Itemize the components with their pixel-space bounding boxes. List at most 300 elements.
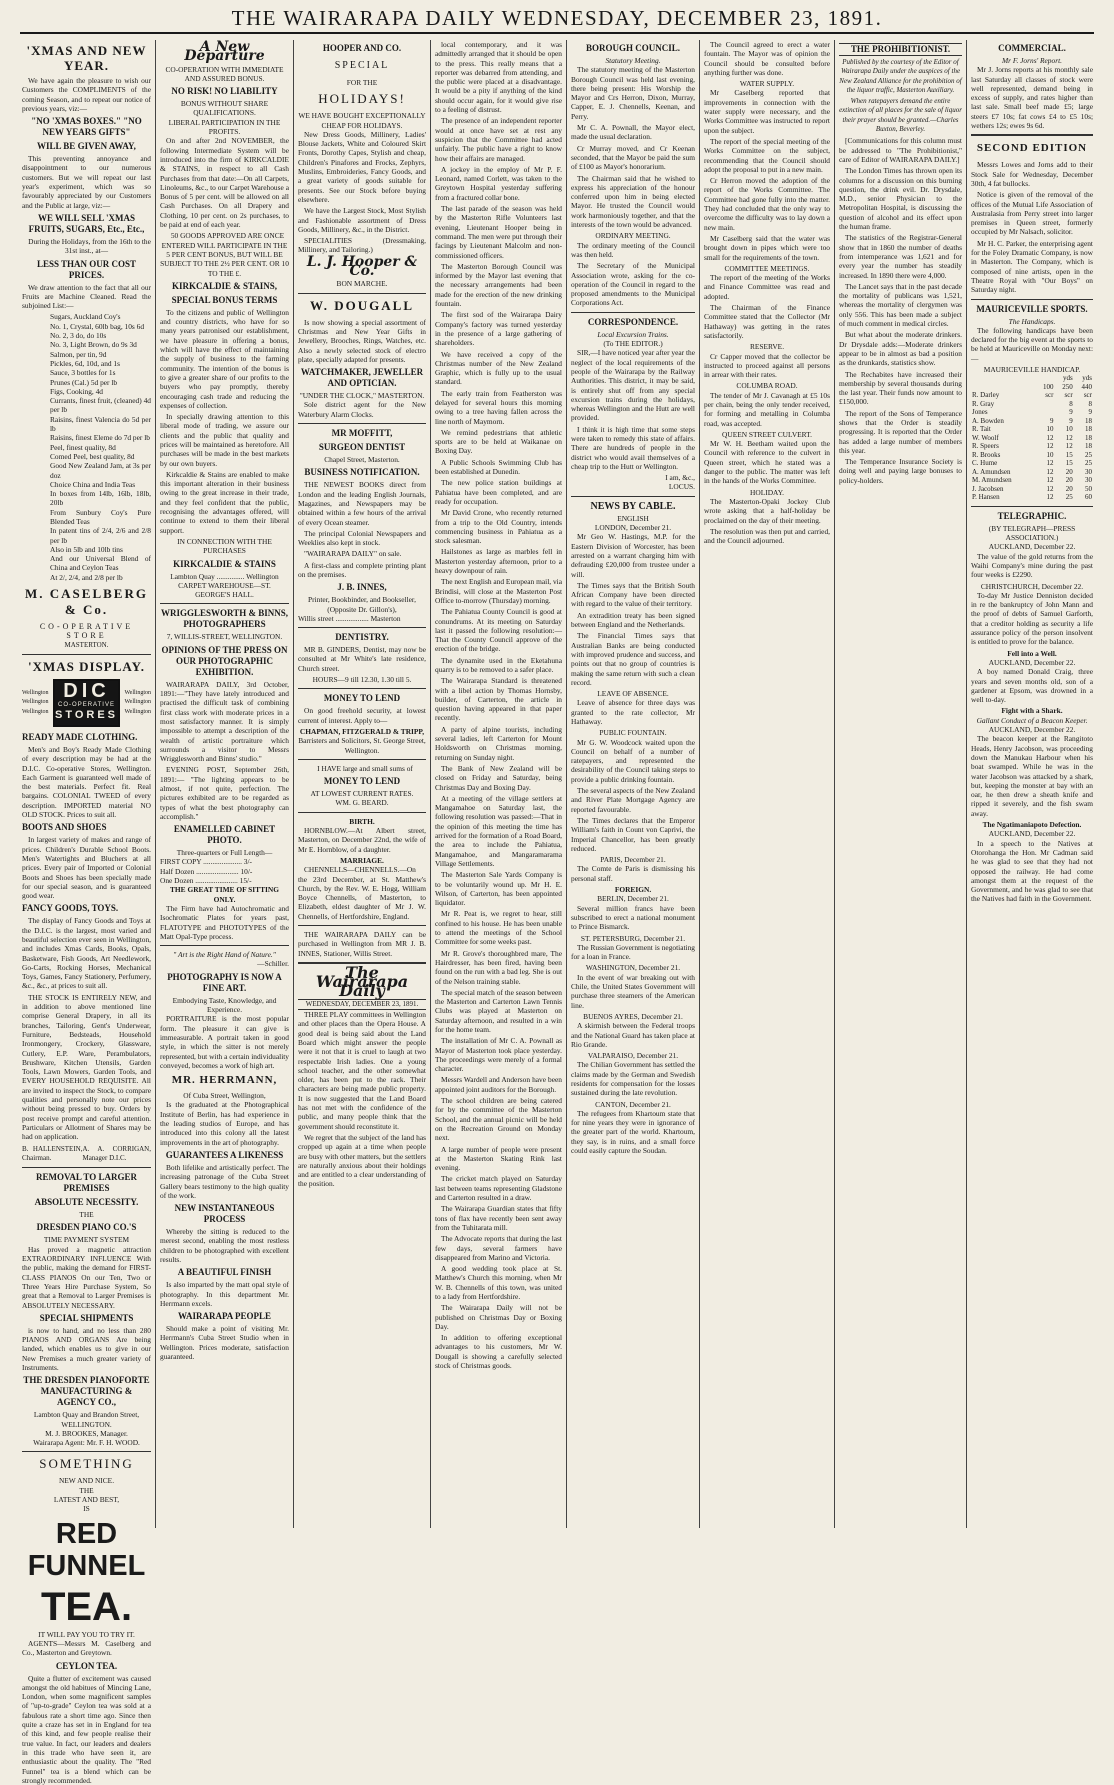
- the-label-2: THE: [79, 1485, 94, 1495]
- price-item: Sauce, 3 bottles for 1s: [50, 368, 116, 378]
- birth-text: HORNBLOW.—At Albert street, Masterton, on December 22nd, the wife of Mr E. Hornblow, of a daughter.: [298, 826, 426, 854]
- dic-logo-stores: STORES: [54, 708, 119, 721]
- fountain-text: Mr G. W. Woodcock waited upon the Council on behalf of a number of ratepayers, and represented the desirability of the Council taking steps to provide a public drinking fountain.: [571, 737, 695, 784]
- prohib-sub: Published by the courtesy of the Editor of Wairarapa Daily under the auspices of the New Zealand Alliance for the prohibition of the liquor traffic, Masterton Auxiliary.: [839, 58, 962, 94]
- holidays-heading: HOLIDAYS!: [318, 91, 406, 107]
- handicap-competitor: C. Hume: [972, 459, 998, 468]
- council-text: The Chairman said that he wished to express his appreciation of the honour conferred upon him in being elected Mayor. He trusted the Council would work harmoniously together, and that the interests of the town would be advanced.: [571, 173, 695, 230]
- price-item: From Sunbury Coy's Pure Blended Teas: [50, 507, 151, 526]
- hooper-text: New Dress Goods, Millinery, Ladies' Blouse Jackets, White and Coloured Skirt Fronts, Dorothy Capes, Stylish and cheap, Children's Pinafores and Frocks, Zephyrs, Muslins, Embroideries, Fancy Goods, and a great variety of goods suitable for presents. See our Stock before buying elsewhere.: [298, 129, 426, 204]
- handicap-table: [971, 374, 1093, 502]
- hooper-co-logo: L. J. Hooper & Co.: [306, 253, 418, 280]
- liberal-heading: LIBERAL PARTICIPATION IN THE PROFITS.: [168, 117, 281, 137]
- handicap-competitor: W. Woolf: [972, 433, 999, 442]
- price-item: In boxes from 14lb, 16lb, 18lb, 20lb: [50, 489, 151, 508]
- opinions-text: WAIRARAPA DAILY, 3rd October, 1891:—"They have lately introduced and practised the difficult task of combining first class work with moderate prices in a most satisfactory manner. It is simply impossible to attempt a description of the wealth of artistic portraiture which surrounds a visitor to Messrs Wrigglesworth and Binns' studio.": [160, 679, 289, 764]
- handicap-value: 30: [1085, 476, 1092, 485]
- handicap-header-row: [971, 383, 1093, 392]
- willis-address: 7, WILLIS-STREET, WELLINGTON.: [166, 632, 283, 642]
- stock-text: THE STOCK IS ENTIRELY NEW, and in addition to above mentioned line comprise General Drapery, in all its branches, Tailoring, Gent's Underwear, Furniture, Bedsteads, Household Ironmongery, Crockery, Glassware, Cutlery, E.P. Ware, Perambulators, Brushware, Kitchen Utensils, Garden Tools, Lawn Mowers, Garden Tools, and EVERY HOUSEHOLD REQUISITE. All are invited to inspect the Stock, to compare qualities and personally note our prices without being pressed to buy. Orders by post receive prompt and careful attention. Particulars or Allotment of Shares may be had on application.: [22, 992, 151, 1142]
- handicap-value: 15: [1065, 450, 1073, 459]
- local-news: Mr David Crone, who recently returned from a trip to the Old Country, intends commencing business in Pahiatua as a stock salesman.: [435, 508, 562, 546]
- prohib-text: The statistics of the Registrar-General show that in 1860 the number of deaths from intemperance was 1,621 and for every year the number has steadily increased. In 1890 there were 4,000.: [839, 233, 962, 280]
- handicap-value: 20: [1065, 484, 1073, 493]
- dresden-text: Has proved a magnetic attraction EXTRAORDINARY INFLUENCE With the public, making the demand for FIRST-CLASS PIANOS On our Ten, Two or Three Years Hire Purchase System, So great that a Removal to Larger Premises is ABSOLUTELY NECESSARY.: [22, 1244, 151, 1310]
- commercial-heading: COMMERCIAL.: [998, 43, 1066, 53]
- local-news: The Masterton Borough Council was informed by the Mayor last evening that the necessary arrangements had been made for the erection of the new drinking fountain.: [435, 261, 562, 309]
- reserve-heading: RESERVE.: [749, 342, 785, 352]
- kirkcaldie-stains: KIRKCALDIE & STAINS,: [171, 280, 278, 291]
- auckland-dateline-3: AUCKLAND, December 22.: [988, 725, 1076, 735]
- first-class-plant: A first-class and complete printing plant on the premises.: [298, 560, 426, 579]
- notice-text: Notice is given of the removal of the offices of the Mutual Life Association of Australasia from Perry street into larger premises in Queen street, formerly occupied by Mr Nalsach, solicitor.: [971, 190, 1093, 237]
- ceylon-text: Quite a flutter of excitement was caused amongst the old habitues of Mincing Lane, London, when some magnificent samples of "up-to-grade" Ceylon tea was sold at a fabulous rate a short time ago. Since then quite a craze has set in in England for tea of this kind, and few people realise their true value. In fact, our leaders and dealers in this trade who have seen it, are enthusiastic about the quality. The "Red Funnel" tea is a blend which can be strongly recommended.: [22, 1673, 151, 1785]
- auckland-text: The value of the gold returns from the Waihi Company's mine during the past four weeks is £2290.: [971, 551, 1093, 580]
- new-departure-heading: A New Departure: [184, 39, 265, 65]
- letter-text: I think it is high time that some steps were taken to remedy this state of affairs. There are hundreds of people in the district who would avail themselves of a cheap trip to the Hutt or Wellington.: [571, 424, 695, 471]
- for-the: FOR THE: [346, 78, 378, 87]
- special-text-2: In specially drawing attention to this liberal mode of trading, we assure our clients and the public that quality and prices will be maintained as heretofore. All purchases will be made in the best markets by our own buyers.: [160, 412, 289, 468]
- display-heading: 'XMAS DISPLAY.: [27, 658, 146, 674]
- signature-left: B. HALLENSTEIN, Chairman.: [22, 1144, 83, 1162]
- local-news: A party of alpine tourists, including several ladies, left Carterton for Mount Holdsworth on Christmas morning, returning on Sunday night.: [435, 724, 562, 762]
- columbia-text: The tender of Mr J. Cavanagh at £5 10s per chain, being the only tender received, for forming and metalling in Columba road, was accepted.: [704, 390, 830, 428]
- news-cable-heading: NEWS BY CABLE.: [590, 500, 676, 512]
- less-than: LESS THAN OUR COST PRICES.: [36, 258, 137, 280]
- draw-text: We draw attention to the fact that all our Fruits are Machine Cleaned. Read the subjoined List:—: [22, 282, 151, 311]
- editorial-text-2: We regret that the subject of the land has cropped up again at a time when people are busy with other matters, but the settlers are naturally anxious about their holdings and are entitled to a clear understanding of the position.: [298, 1132, 426, 1189]
- willis-street: Willis street .................. Masterton: [298, 613, 401, 623]
- local-news: At a meeting of the village settlers at Mangamahoe on Saturday last, the following resolution was passed:—That in the opinion of this meeting the time has arrived for the formation of a Road Board, the area to include the Pahiatua, Mangamahoe, and Mangaramarama Village Settlements.: [435, 793, 562, 868]
- mauriceville-heading: MAURICEVILLE SPORTS.: [976, 303, 1088, 314]
- price-item: No. 3, Light Brown, do 9s 3d: [50, 340, 137, 350]
- dougall-heading: W. DOUGALL: [309, 297, 415, 313]
- column-8: [967, 40, 1097, 1528]
- price-item: Prunes (Cal.) 5d per lb: [50, 377, 118, 387]
- ready-text: Men's and Boy's Ready Made Clothing of every description may be had at the D.I.C. Co-operative Stores, Wellington. Each Garment is guaranteed well made of the best materials. Perfect fit. Real bargains. COLONIAL TWEED of every description. IMPORTED material NO OLD STOCK. Prices to suit all.: [22, 744, 151, 820]
- firm-text: The Firm have had Autochromatic and Isochromatic Plates for years past, FLATOTYPE and PHOTOTYPES of the Matt Opal-Type process.: [160, 903, 289, 941]
- fell-well-heading: Fell into a Well.: [1007, 648, 1057, 658]
- price-item: Peel, finest quality, 8d: [50, 442, 116, 452]
- local-news: The Wairarapa Guardian states that fifty tons of flax have recently been sent away from the Tuhitarata mill.: [435, 1204, 562, 1232]
- handicap-value: 18: [1085, 425, 1092, 434]
- handicap-value: 8: [1069, 399, 1073, 408]
- handicap-competitor: A. Bowden: [972, 416, 1004, 425]
- it-will-pay: IT WILL PAY YOU TO TRY IT.: [38, 1629, 135, 1639]
- handicap-value: 20: [1065, 467, 1073, 476]
- handicap-competitor: R. Brooks: [972, 450, 1001, 459]
- red-funnel-heading: RED FUNNEL: [27, 1517, 146, 1582]
- barristers: Barristers and Solicitors, St. George Street, Wellington.: [298, 736, 426, 755]
- local-news: Messrs Wardell and Anderson have been appointed joint auditors for the Borough.: [435, 1075, 562, 1094]
- council-cont: The Council agreed to erect a water fountain. The Mayor was of opinion the Council should be consulted before anything further was done.: [704, 40, 830, 77]
- wellington-right: Wellington Wellington Wellington: [124, 690, 151, 715]
- money-lend-heading: MONEY TO LEND: [323, 693, 401, 704]
- enamelled-heading: ENAMELLED CABINET PHOTO.: [173, 824, 276, 846]
- stock-notice: Mr H. C. Parker, the enterprising agent for the Foley Dramatic Company, is now in Masterton. The Company, which is composed of nine artists, open in the Theatre Royal with "Our Boys" on Saturday night.: [971, 238, 1093, 295]
- instant-text: Whereby the sitting is reduced to the merest second, enabling the most restless children to be photographed with excellent results.: [160, 1227, 289, 1264]
- kirkcaldie-text: Kirkcaldie & Stains are enabled to make this important alteration in their business owing to the great increase in their trade, and they feel confident that the public, recognising the advantages offered, will continue to extend to them their liberal support.: [160, 469, 289, 535]
- correspondence-heading: CORRESPONDENCE.: [587, 316, 679, 327]
- chairman-text: The Chairman of the Finance Committee stated that the Collector (Mr Hathaway) was getting in the rates satisfactorily.: [704, 303, 830, 340]
- column-5: [567, 40, 699, 1528]
- handicap-unit: yds: [1082, 374, 1092, 383]
- water-text-4: Mr Caselberg said that the water was brought down in pipes which were too small for the requirements of the town.: [704, 233, 830, 262]
- coop-goods: 50 GOODS APPROVED ARE ONCE ENTERED WILL PARTICIPATE IN THE 5 PER CENT BONUS, BUT WILL BE SUBJECT TO THE 2½ PER CENT. OR 10 TO THE £.: [160, 231, 289, 278]
- dougall-text: Is now showing a special assortment of Christmas and New Year Gifts in Jewellery, Brooches, Rings, Watches, etc. Also a newly selected stock of electro plate, specially adapted for presents.: [298, 317, 426, 364]
- borough-council-heading: BOROUGH COUNCIL.: [585, 43, 680, 53]
- editorial-text: THREE PLAY committees in Wellington and other places than the Opera House. A good deal is being said about the Land Board which might answer the people were it not that it is cruel to laugh at two respectable Irish ladies. One a young school teacher, and the other somewhat older, has been put to the rack. Their characters are being made public property. It is now suggested that the Land Board has not met with the confidence of the public, and many people think that the government should reconstitute it.: [298, 1010, 426, 1131]
- guarantees-heading: GUARANTEES A LIKENESS: [165, 1149, 284, 1160]
- well-text: A boy named Donald Craig, three years and seven months old, son of a gardener at Epsom, was drowned in a well to-day.: [971, 667, 1093, 705]
- christchurch-text: To-day Mr Justice Denniston decided in re the bankruptcy of John Mann and the proof of debts of Samuel Garforth, that a creditor holding as security a life assurance policy of the person insolvent is entitled to prove for the balance.: [971, 590, 1093, 647]
- handicap-header: [971, 383, 1035, 392]
- beard-name: WM. G. BEARD.: [335, 798, 389, 808]
- hooper-heading: HOOPER AND CO.: [322, 43, 402, 53]
- local-news: The first sod of the Wairarapa Dairy Company's factory was turned yesterday in the presence of a large gathering of shareholders.: [435, 310, 562, 348]
- largest-stock: We have the Largest Stock, Most Stylish and Fashionable assortment of Dress Goods, Millinery, &c., in the District.: [298, 206, 426, 234]
- embodying: Embodying Taste, Knowledge, and Experience.: [172, 995, 277, 1015]
- local-news: A large number of people were present at the Masterton Skating Rink last evening.: [435, 1144, 562, 1173]
- price-item: Currants, finest fruit, (cleaned) 4d per lb: [50, 396, 151, 415]
- lambton-address: Lambton Quay and Brandon Street, WELLINGTON.: [33, 1410, 140, 1429]
- local-news: The Masterton Sale Yards Company is to be voluntarily wound up. Mr H. E. Wilson, of Carterton, has been appointed liquidator.: [435, 870, 562, 908]
- special-label: SPECIAL: [334, 60, 390, 71]
- secretary-text: The Secretary of the Municipal Association wrote, asking for the co-operation of the Council in regard to the proposed amendments to the Municipal Corporations Act.: [571, 261, 695, 308]
- handicap-row: [971, 417, 1093, 426]
- price-item: Sugars, Auckland Coy's: [50, 312, 121, 322]
- boots-shoes: BOOTS AND SHOES: [22, 822, 107, 833]
- local-news: The cricket match played on Saturday last between teams representing Gladstone and Carterton resulted in a draw.: [435, 1174, 562, 1203]
- handicap-competitor: M. Amundsen: [972, 476, 1012, 485]
- handicap-competitor: R. Darley: [972, 391, 1000, 400]
- handicap-value: 60: [1085, 493, 1092, 502]
- agents-text: AGENTS—Messrs M. Caselberg and Co., Masterton and Greytown.: [22, 1638, 151, 1658]
- berlin-dateline: BERLIN, December 21.: [597, 894, 669, 904]
- auckland-dateline-4: AUCKLAND, December 22.: [988, 829, 1076, 839]
- liberal-text: On and after 2nd NOVEMBER, the following Intermediate System will be introduced into the firm of KIRKCALDIE & STAINS, in respect to all Cash Purchases from that date:—On all Carpets, Linoleums, &c., to our Carpet Warehouse a Bonus of 5 per cent. will be allowed on all Cash Purchases. On all Drapery and Clothing, 10 per cent. on 2s purchases, to be paid at end of each year.: [160, 136, 289, 230]
- prohib-text: But what about the moderate drinkers. Dr Drysdale adds:—Moderate drinkers appear to be in almost as bad a position as the drunkards, statistics show.: [839, 330, 962, 368]
- dentistry-heading: DENTISTRY.: [335, 632, 389, 643]
- handicap-value: scr: [1045, 391, 1054, 400]
- handicap-value: 12: [1065, 433, 1073, 442]
- handicap-value: 12: [1046, 476, 1054, 485]
- handicap-value: 30: [1085, 467, 1092, 476]
- business-notification: BUSINESS NOTIFICATION.: [304, 467, 420, 478]
- to-editor: (To THE EDITOR.): [603, 339, 663, 349]
- london-dateline: LONDON, December 21.: [594, 523, 672, 533]
- holidays-line: During the Holidays, from the 16th to the 31st inst., at—: [28, 236, 151, 256]
- letter-sir: SIR,—I have noticed year after year the neglect of the local requirements of the people of the Wairarapa by the Railway Authorities. This district, it may be said, is entirely shut off from any special excursion trains during the holidays, whereas Wellington and the Hutt are well provided.: [571, 348, 695, 423]
- marriage-heading: MARRIAGE.: [340, 855, 384, 865]
- leave-heading: LEAVE OF ABSENCE.: [597, 689, 669, 699]
- times-text: The Times declares that the Emperor William's faith in Count von Caprivi, the Imperial Chancellor, has been greatly reduced.: [571, 815, 695, 853]
- under-clock: "UNDER THE CLOCK," MASTERTON.: [299, 391, 425, 401]
- handicap-value: 18: [1085, 433, 1092, 442]
- price-item: Also in 5lb and 10lb tins: [50, 544, 123, 554]
- instantaneous-heading: NEW INSTANTANEOUS PROCESS: [174, 1203, 275, 1225]
- bonus-text: To the citizens and public of Wellington and country districts, who have for so many years patronised our establishment, we have pleasure in offering a bonus, which will have the effect of maintaining the supply of business to the farming community. The intention of the bonus is to give a greater share of our profits to the buyers who pay promptly, thereby encouraging cash trade and reducing the expenses of collection.: [160, 307, 289, 410]
- innes-heading: J. B. INNES,: [337, 582, 387, 593]
- several-text: The several aspects of the New Zealand and River Plate Mortgage Agency are reported favourable.: [571, 786, 695, 814]
- second-edition-heading: SECOND EDITION: [976, 142, 1088, 155]
- opinions-heading: OPINIONS OF THE PRESS ON OUR PHOTOGRAPHIC EXHIBITION.: [161, 644, 288, 677]
- handicap-value: 25: [1085, 450, 1092, 459]
- editorial-text-4: The presence of an independent reporter would at once have set at rest any suspicion that the Committee had acted unfairly. The public have a right to know how their affairs are managed.: [435, 116, 562, 163]
- handicap-value: scr: [1064, 391, 1073, 400]
- local-news: The school children are being catered for by the committee of the Masterton School, and the annual picnic will be held on the Recreation Ground on Monday next.: [435, 1096, 562, 1143]
- committee-text: The report of the meeting of the Works and Finance Committee was read and adopted.: [704, 273, 830, 301]
- watchmaker: WATCHMAKER, JEWELLER AND OPTICIAN.: [300, 367, 424, 389]
- communications: [Communications for this column must be addressed to "The Prohibitionist," care of Editor of WAIRARAPA DAILY.]: [839, 136, 962, 164]
- carpet-warehouse: CARPET WAREHOUSE—ST. GEORGE'S HALL.: [178, 580, 271, 600]
- letter-signature: LOCUS.: [668, 482, 695, 492]
- defection-heading: The Ngatimaniapoto Defection.: [982, 820, 1082, 830]
- dic-logo-text: DIC: [63, 679, 110, 702]
- handicap-competitor: R. Speers: [972, 442, 999, 451]
- great-time: THE GREAT TIME OF SITTING ONLY.: [170, 885, 279, 904]
- ginders-text: MR B. GINDERS, Dentist, may now be consulted at Mr White's late residence, Church street.: [298, 645, 426, 673]
- english-subhead: ENGLISH: [617, 513, 649, 523]
- sell-line: WE WILL SELL 'XMAS FRUITS, SUGARS, Etc., Etc.,: [28, 212, 145, 234]
- ceylon-heading: CEYLON TEA.: [55, 1660, 118, 1671]
- local-news: The new police station buildings at Pahiatua have been completed, and are ready for occupation.: [435, 478, 562, 506]
- no-risk: NO RISK! NO LIABILITY: [171, 86, 278, 97]
- handicap-row: [971, 442, 1093, 451]
- money-lend-2: MONEY TO LEND: [323, 776, 401, 787]
- shark-heading: Fight with a Shark.: [1001, 706, 1063, 716]
- signature-right: A. A. CORRIGAN, Manager D.I.C.: [82, 1144, 151, 1162]
- cable-item: The Times says that the British South African Company have been directed with regard to the value of their territory.: [571, 580, 695, 609]
- jorns-text: Mr J. Jorns reports at his monthly sale last Saturday all classes of stock were well represented, demand being in excess of supply, and rates higher than last sale. Small beef made £5; large steers £7 10s; fat cows £4 to £5 10s; wethers 12s; ewes 9s 6d.: [971, 65, 1093, 131]
- excursion-subhead: Local Excursion Trains.: [597, 329, 669, 339]
- handicap-value: 18: [1085, 416, 1092, 425]
- handicap-value: 18: [1085, 442, 1092, 451]
- guarantees-text: Both lifelike and artistically perfect. The increasing patronage of the Cuba Street Gallery bears testimony to the high quality of the work.: [160, 1162, 289, 1200]
- holiday-heading: HOLIDAY.: [750, 487, 784, 497]
- wellington-left: Wellington Wellington Wellington: [22, 690, 49, 715]
- dresden-company: THE DRESDEN PIANOFORTE MANUFACTURING & AGENCY CO.,: [23, 1375, 150, 1408]
- handicap-value: [1035, 400, 1054, 409]
- petersburg-dateline: ST. PETERSBURG, December 21.: [580, 933, 686, 943]
- queen-street-heading: QUEEN STREET CULVERT.: [722, 429, 812, 439]
- statutory-subhead: Statutory Meeting.: [605, 56, 661, 65]
- foreign-subhead: FOREIGN.: [614, 885, 652, 895]
- evening-post-text: EVENING POST, September 26th, 1891:— "The lighting appears to be almost, if not quite, perfection. The pictures exhibited are to be regarded as types of what the best photography can accomplish.": [160, 765, 289, 821]
- wairarapa-daily-sale: "WAIRARAPA DAILY" on sale.: [304, 549, 402, 559]
- column-4: [431, 40, 566, 1528]
- handicap-units-row: [971, 374, 1093, 383]
- handicap-competitor: R. Tait: [972, 425, 991, 434]
- handicap-header: 250: [1062, 382, 1073, 391]
- beautiful-heading: A BEAUTIFUL FINISH: [177, 1267, 272, 1278]
- price-item: Comed Peel, best quality, 8d: [50, 451, 135, 461]
- handicap-row: [971, 459, 1093, 468]
- art-quote: " Art is the Right Hand of Nature.": [173, 950, 276, 960]
- marriage-text: CHENNELLS—CHENNELLS.—On the 23rd December, at St. Matthew's Church, by the Rev. W. E. Hogg, William Boyce Chennells, of Masterton, to Elizabeth, eldest daughter of Mr J. W. Chennells, of Hertfordshire, England.: [298, 865, 426, 921]
- price-item: Raisins, finest Eleme do 7d per lb: [50, 433, 150, 443]
- water-text: Mr Caselberg reported that improvements in connection with the water supply were necessary, and the Works Committee was instructed to report upon the subject.: [704, 88, 830, 135]
- ordinary-text: The ordinary meeting of the Council was then held.: [571, 240, 695, 259]
- statutory-text: The statutory meeting of the Masterton Borough Council was held last evening, there being present: His Worship the Mayor and Crs Herron, Dixon, Murray, Capper, E. J. Chennells, Keenan, and Perry.: [571, 65, 695, 121]
- price-item: Pickles, 6d, 10d, and 1s: [50, 358, 121, 368]
- price-item: Salmon, per tin, 9d: [50, 349, 107, 359]
- water-supply-heading: WATER SUPPLY.: [739, 79, 795, 89]
- caselberg-name: M. CASELBERG & Co.: [25, 586, 148, 618]
- handicap-value: scr: [1083, 391, 1092, 400]
- three-quarters: Three-quarters or Full Length—: [176, 848, 273, 858]
- column-2: [156, 40, 293, 1528]
- handicap-row: [971, 434, 1093, 443]
- second-text: Messrs Lowes and Jorns add to their Stock Sale for Wednesday, December 30th, 4 fat bullocks.: [971, 160, 1093, 188]
- handicap-value: 12: [1046, 484, 1054, 493]
- people-text: Should make a point of visiting Mr. Herrmann's Cuba Street Studio when in Wellington. Prices moderate, satisfaction guaranteed.: [160, 1324, 289, 1362]
- lambton-2: Lambton Quay ............... Wellington: [170, 571, 279, 581]
- canton-text: The refugees from Khartoum state that for nine years they were in ignorance of the greater part of the world. Khartoum, they say, is in ruins, and a small force could easily capture the Soudan.: [571, 1108, 695, 1156]
- wairarapa-agent: Wairarapa Agent: Mr. F. H. WOOD.: [33, 1438, 140, 1448]
- handicap-value: 15: [1065, 459, 1073, 468]
- removal-heading: REMOVAL TO LARGER PREMISES: [35, 1172, 138, 1194]
- prohib-text: The Lancet says that in the past decade the mortality of publicans was 1,521, whereas the mortality of clergymen was only 556. This has been made a subject of much comment in medical circles.: [839, 281, 962, 329]
- handicap-row: [971, 451, 1093, 460]
- price-item: In patent tins of 2/4, 2/6 and 2/8 per lb: [50, 526, 151, 545]
- bonus-end: IN CONNECTION WITH THE PURCHASES: [177, 536, 272, 556]
- shark-text: The beacon keeper at the Rangitoto Heads, Henry Jacobson, was proceeding down the Manukau Harbour when his boat swamped. While he was in the water Jacobson was attacked by a shark, but, keeping the monster at bay with an oar, he then drew a sheath knife and ripped it severely, and the fish swam away.: [971, 734, 1093, 818]
- brookes-manager: M. J. BROOKES, Manager.: [45, 1428, 128, 1438]
- price-one-dozen: One Dozen ....................... 15/-: [160, 876, 252, 886]
- local-news: The Pahiatua County Council is good at conundrums. At its meeting on Saturday last it passed the following resolution:—That the County Council approve of the erection of the bridge.: [435, 607, 562, 654]
- local-news: A jockey in the employ of Mr P. F. Leonard, named Corlett, was taken to the Greytown Hospital yesterday suffering from a fractured collar bone.: [435, 164, 562, 202]
- handicap-row: [971, 468, 1093, 477]
- committee-heading: COMMITTEE MEETINGS.: [724, 263, 810, 273]
- by-telegraph: (BY TELEGRAPH—PRESS ASSOCIATION.): [988, 523, 1076, 543]
- handicap-value: 9: [1049, 416, 1054, 425]
- beautiful-text: Is also imparted by the matt opal style of photography. In this department Mr. Herrmann excels.: [160, 1280, 289, 1308]
- prohibitionist-heading: THE PROHIBITIONIST.: [839, 43, 962, 56]
- gallant-subhead: Gallant Conduct of a Beacon Keeper.: [976, 715, 1088, 725]
- canton-dateline: CANTON, December 21.: [595, 1099, 671, 1109]
- bought-line: WE HAVE BOUGHT EXCEPTIONALLY CHEAP FOR HOLIDAYS.: [298, 111, 426, 130]
- money-text: On good freehold security, at lowest current of interest. Apply to—: [298, 706, 426, 725]
- latest-best: LATEST AND BEST,: [53, 1495, 120, 1505]
- berlin-text: Several million francs have been subscribed to erect a national monument to Prince Bismarck.: [571, 903, 695, 932]
- coop-store: CO-OPERATIVE STORE: [39, 622, 134, 641]
- column-1: [18, 40, 155, 1785]
- paris-dateline: PARIS, December 21.: [600, 855, 666, 865]
- special-text: is now to hand, and no less than 280 PIANOS AND ORGANS Are being landed, which enables us to give in our New Premises a much greater variety of Instruments.: [22, 1325, 151, 1372]
- cable-item: The Financial Times says that Australian Banks are being conducted with improved prudence and success, and points out that no group of countries is making the same return with such a clean record.: [571, 631, 695, 687]
- moffitt-heading: MR MOFFITT,: [331, 428, 393, 439]
- kirkcaldie-stains-2: KIRKCALDIE & STAINS: [173, 558, 276, 569]
- herrmann-text: Is the graduated at the Photographical Institute of Berlin, has had experience in the leading studios of Europe, and has introduced into this colony all the latest improvements in the art of photography.: [160, 1100, 289, 1147]
- innes-role: Printer, Bookbinder, and Bookseller,: [308, 595, 416, 605]
- reserve-text: Cr Capper moved that the collector be instructed to proceed against all persons in arrear with their rates.: [704, 351, 830, 380]
- prohib-text: The Rechabites have increased their membership by several thousands during the last year. Their funds now amount to £150,000.: [839, 369, 962, 407]
- price-item: No. 2, 3 do, do 10s: [50, 331, 107, 341]
- handicap-row: [971, 493, 1093, 502]
- coop-title: CO-OPERATION WITH IMMEDIATE AND ASSURED BONUS.: [165, 64, 284, 83]
- jorns-subhead: Mr F. Jorns' Report.: [1002, 56, 1062, 65]
- price-item: Raisins, finest Valencia do 5d per lb: [50, 414, 151, 434]
- fountain-heading: PUBLIC FOUNTAIN.: [599, 728, 667, 738]
- water-text-2: The report of the special meeting of the Works Committee on the subject, recommending that the Council should adopt the proposal to put in a new main.: [704, 136, 830, 174]
- price-item: Good New Zealand Jam, at 3s per doz: [50, 461, 151, 480]
- portraiture-text: PORTRAITURE is the most popular form. The pleasure it can give is immeasurable. A portrait taken in good style, in which the sitter is not merely represented, but with a certain individuality conveyed, becomes a work of high art.: [160, 1014, 289, 1070]
- prohib-text: The report of the Sons of Temperance shows that the Order is steadily progressing. It is reported that the Order has added a large number of members this year.: [839, 408, 962, 455]
- tea-heading: TEA.: [40, 1584, 133, 1629]
- handicap-value: 9: [1088, 408, 1092, 417]
- colonial-papers: The principal Colonial Newspapers and Weeklies also kept in stock.: [298, 528, 426, 548]
- payment-label: TIME PAYMENT SYSTEM: [43, 1235, 130, 1245]
- handicap-value: 12: [1046, 459, 1054, 468]
- xmas-heading: 'XMAS AND NEW YEAR.: [26, 43, 147, 73]
- special-bonus: SPECIAL BONUS TERMS: [171, 294, 278, 305]
- cable-item: Mr Geo W. Hastings, M.P. for the Eastern Division of Worcester, has been arrested on a warrant charging him with defrauding £20,000 from trustee under a will.: [571, 532, 695, 579]
- local-news: The Advocate reports that during the last few days, several farmers have disappeared from Marino and Victoria.: [435, 1234, 562, 1262]
- buenos-text: A skirmish between the Federal troops and the National Guard has taken place at Rio Grande.: [571, 1021, 695, 1049]
- herrmann-heading: MR. HERRMANN,: [171, 1074, 278, 1087]
- price-item: At 2/, 2/4, and 2/8 per lb: [50, 572, 123, 582]
- ordinary-meeting: ORDINARY MEETING.: [595, 231, 671, 241]
- local-news: The early train from Featherston was delayed for several hours this morning owing to a tree having fallen across the line north of Maymorn.: [435, 388, 562, 426]
- handicap-value: 12: [1046, 493, 1054, 502]
- local-news: The special match of the season between the Masterton and Carterton Lawn Tennis Clubs was played at Masterton on Saturday afternoon, and resulted in a win for the home team.: [435, 987, 562, 1034]
- bonus-without: BONUS WITHOUT SHARE QUALIFICATIONS.: [180, 99, 269, 118]
- handicap-row: [971, 400, 1093, 409]
- handicap-row: [971, 476, 1093, 485]
- local-news: A good wedding took place at St. Matthew's Church this morning, when Mr W. B. Chennells of this town, was united to a lady from Hertfordshire.: [435, 1264, 562, 1301]
- issue-date: WEDNESDAY, DECEMBER 23, 1891.: [298, 999, 426, 1010]
- xmas-intro: We have again the pleasure to wish our Customers the COMPLIMENTS of the coming Season, and to repeat our notice of previous years, viz:—: [22, 76, 151, 113]
- column-3: [294, 40, 430, 1528]
- no-boxes: "NO 'XMAS BOXES." "NO NEW YEARS GIFTS": [31, 116, 142, 138]
- handicap-value: 12: [1046, 433, 1054, 442]
- handicap-value: 10: [1046, 450, 1054, 459]
- column-6: [700, 40, 834, 1528]
- handicaps-subhead: The Handicaps.: [1008, 316, 1056, 326]
- wairarapa-daily-logo: The Wairarapa Daily: [315, 962, 409, 1001]
- local-news: A Public Schools Swimming Club has been established at Dunedin.: [435, 457, 562, 477]
- pownall-text: Mr C. A. Pownall, the Mayor elect, made the usual declaration.: [571, 123, 695, 142]
- wairarapa-people: WAIRARAPA PEOPLE: [177, 1311, 272, 1322]
- price-item: No. 1, Crystal, 60lb bag, 10s 6d: [50, 321, 145, 331]
- handicap-value: 10: [1065, 425, 1073, 434]
- special-shipments: SPECIAL SHIPMENTS: [39, 1312, 134, 1323]
- handicap-row: [971, 408, 1093, 417]
- dresden-heading: DRESDEN PIANO CO.'S: [36, 1222, 137, 1233]
- ready-made: READY MADE CLOTHING.: [22, 731, 138, 742]
- handicap-value: 12: [1065, 442, 1073, 451]
- newest-books: THE NEWEST BOOKS direct from London and the leading English Journals, Magazines, and Newspapers may be obtained within a few hours of the arrival of every Ocean steamer.: [298, 480, 426, 527]
- bon-marche: BON MARCHE.: [336, 279, 388, 289]
- handicap-title: MAURICEVILLE HANDICAP.: [983, 365, 1081, 375]
- is-label: IS: [83, 1504, 90, 1514]
- local-news: Mr R. Grove's thoroughbred mare, The Hairdresser, has been fired, having been found on the run with a bad leg. She is out of the Nelson training stable.: [435, 948, 562, 986]
- handicap-value: 9: [1069, 408, 1073, 417]
- buenos-dateline: BUENOS AYRES, December 21.: [583, 1011, 683, 1021]
- handicap-value: 20: [1065, 476, 1073, 485]
- dic-logo-sub: CO-OPERATIVE: [58, 701, 115, 708]
- price-item: And our Universal Blend of China and Ceylon Teas: [50, 554, 151, 573]
- christchurch-dateline: CHRISTCHURCH, December 22.: [980, 581, 1084, 591]
- absolute-heading: ABSOLUTE NECESSITY.: [34, 1197, 139, 1208]
- local-news: Hailstones as large as marbles fell in Masterton yesterday afternoon, prior to a heavy downpour of rain.: [435, 547, 562, 576]
- price-list: [22, 312, 151, 582]
- photography-heading: PHOTOGRAPHY IS NOW A FINE ART.: [167, 971, 282, 993]
- prohib-text: The Temperance Insurance Society is doing well and paying large bonuses to policy-holders.: [839, 457, 962, 485]
- handicap-header: 440: [1081, 382, 1092, 391]
- letter-yours: I am, &c.,: [665, 473, 695, 483]
